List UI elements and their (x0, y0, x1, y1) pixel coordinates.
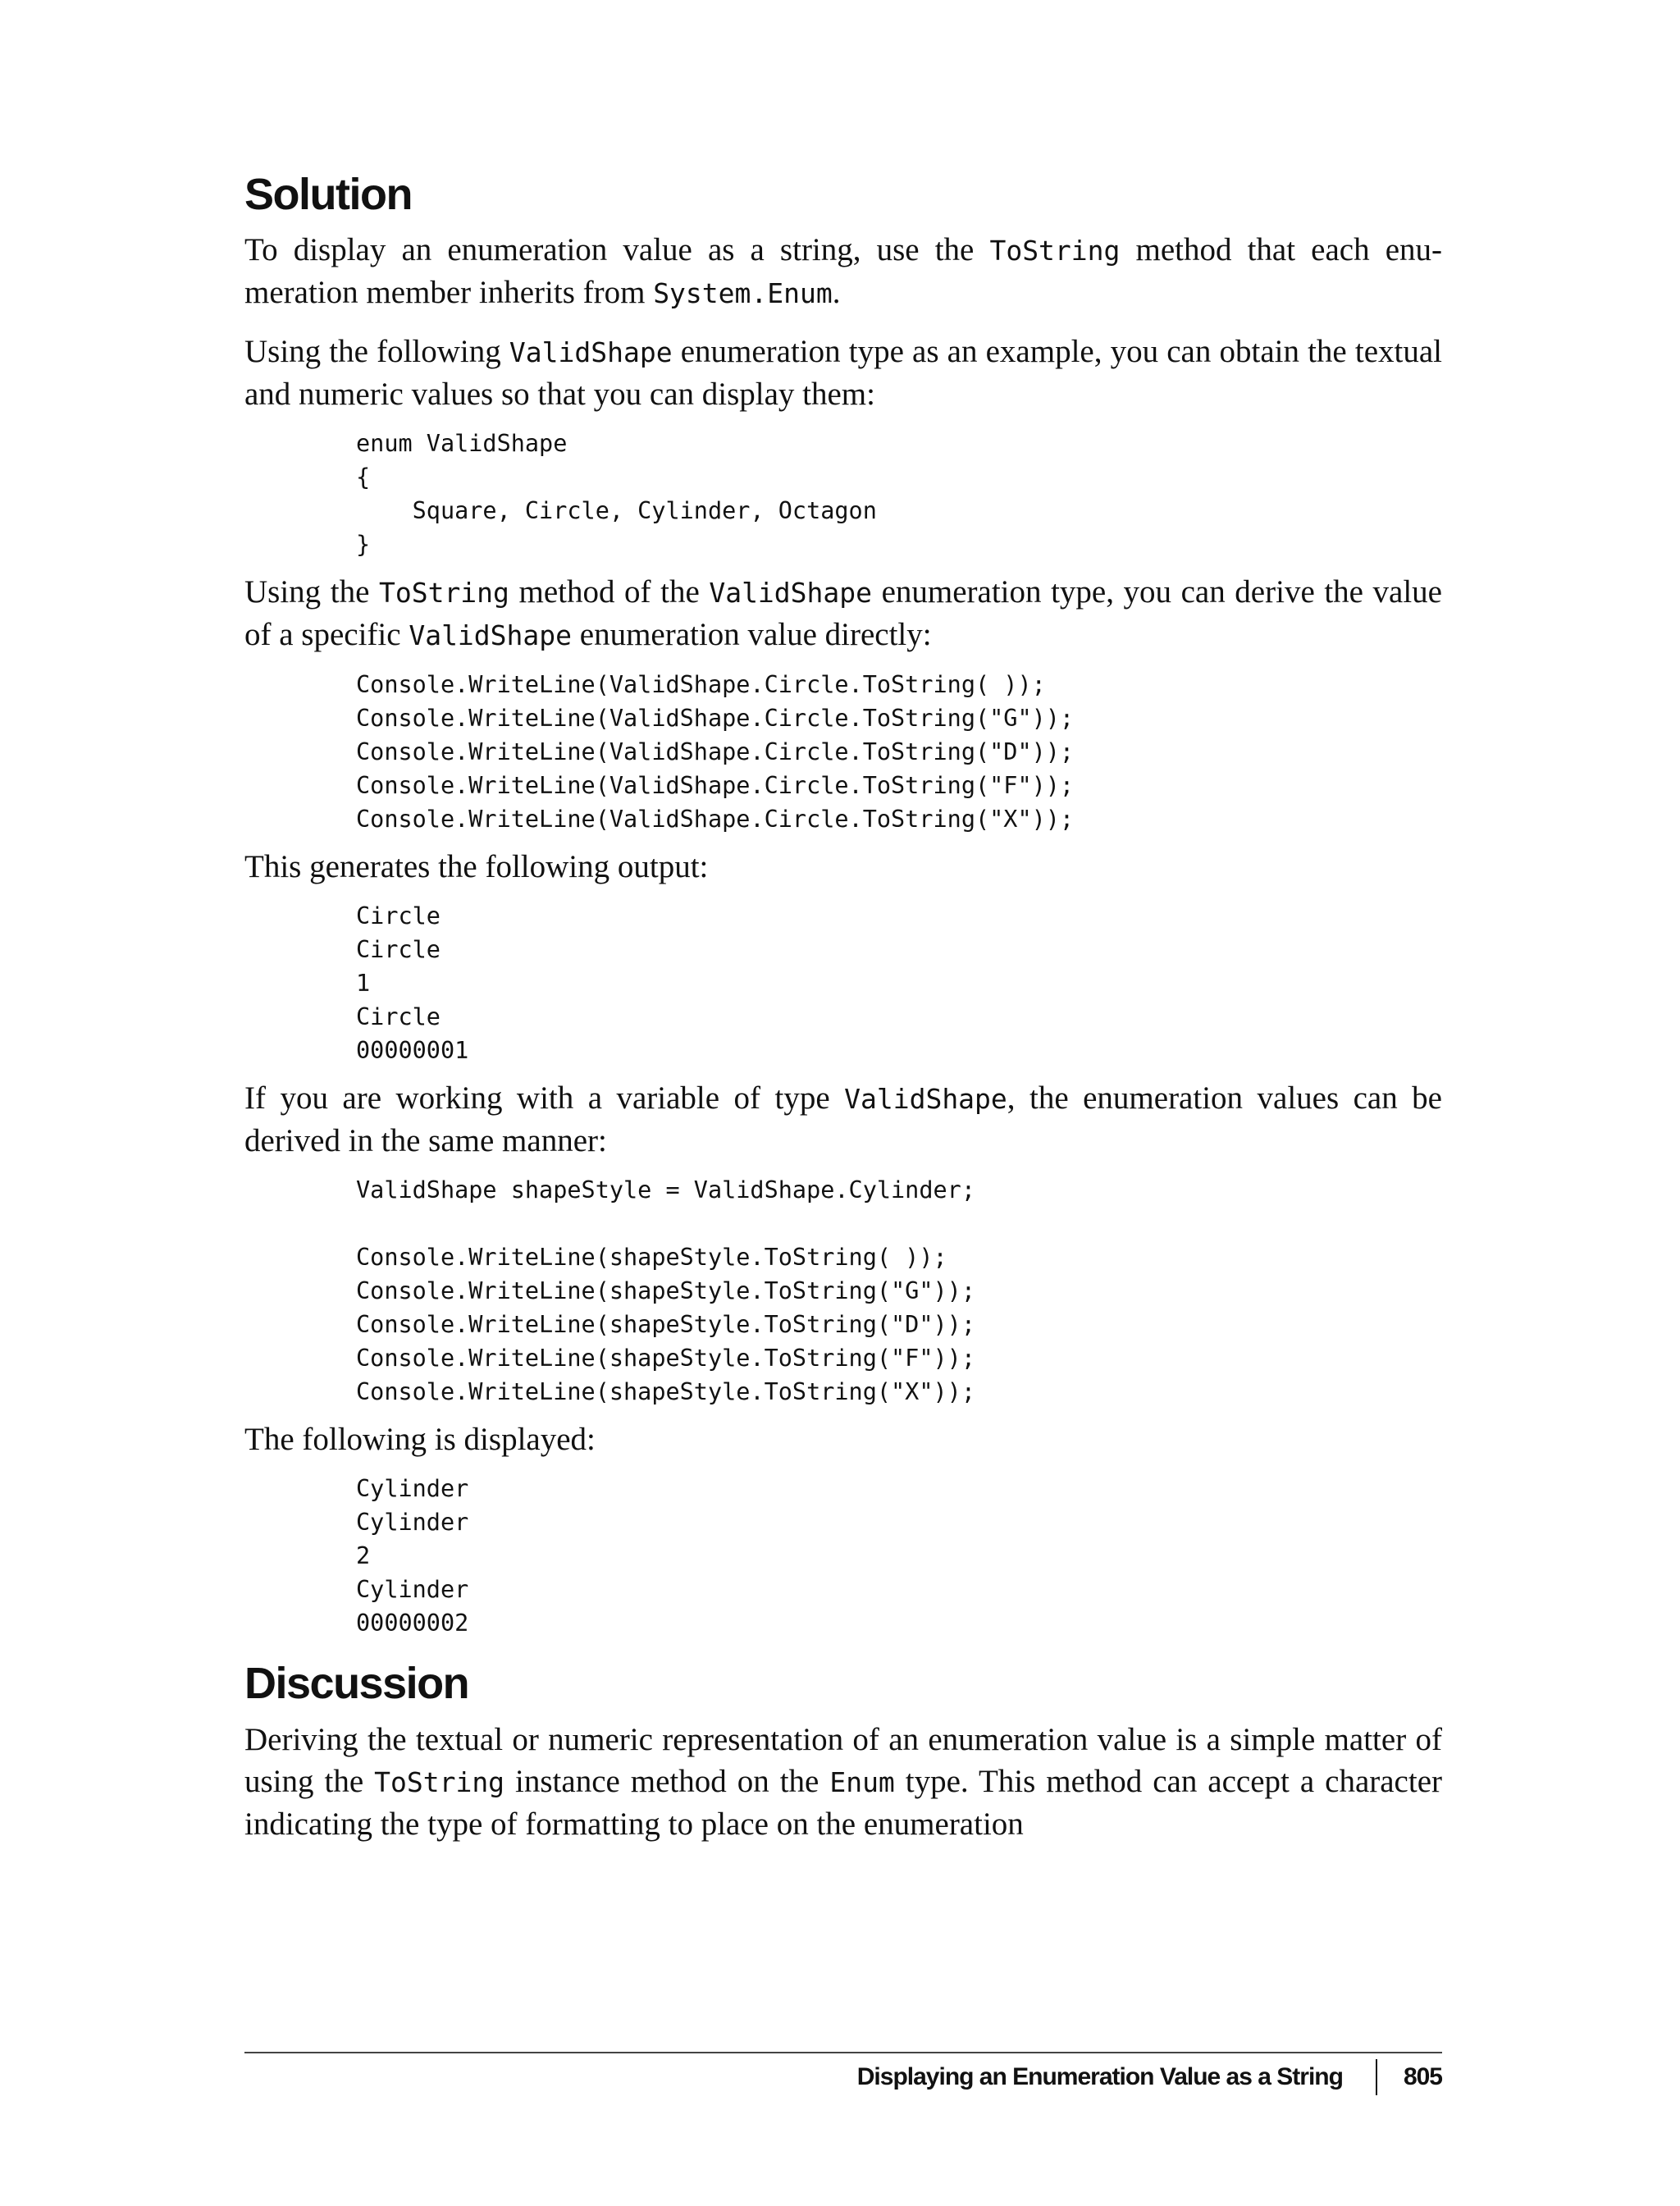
code-line: Console.WriteLine(shapeStyle.ToString("F")); (356, 1345, 975, 1372)
code-line: enum ValidShape (356, 430, 568, 458)
discussion-heading: Discussion (244, 1659, 469, 1709)
solution-paragraph-3 (244, 571, 1442, 656)
text: instance method on the (504, 1763, 830, 1799)
book-page (244, 0, 1442, 1845)
inline-code: ValidShape (409, 619, 573, 652)
inline-code: Enum (829, 1765, 895, 1798)
code-line: 00000001 (356, 1037, 469, 1065)
text: Using the following (244, 334, 509, 370)
solution-heading: Solution (244, 170, 412, 219)
code-block-output-1 (244, 899, 1442, 1067)
inline-code: System.Enum (653, 277, 833, 310)
code-line: Cylinder (356, 1475, 469, 1503)
solution-paragraph-4: This generates the following output: (244, 849, 709, 885)
page-number: 805 (1403, 2063, 1442, 2090)
code-line: Cylinder (356, 1509, 469, 1537)
inline-code: ValidShape (844, 1083, 1007, 1116)
code-line: Console.WriteLine(ValidShape.Circle.ToString("G")); (356, 705, 1075, 733)
code-block-variable (244, 1173, 1442, 1409)
code-line: Console.WriteLine(ValidShape.Circle.ToString("D")); (356, 738, 1075, 766)
code-line: { (356, 464, 371, 491)
text: . (832, 275, 841, 311)
text: enumeration type, you can derive the value of a specific (244, 574, 1442, 653)
solution-paragraph-5 (244, 1077, 1442, 1162)
code-line: Square, Circle, Cylinder, Octagon (356, 497, 877, 525)
code-line: ValidShape shapeStyle = ValidShape.Cylinder; (356, 1176, 975, 1204)
code-line: Console.WriteLine(shapeStyle.ToString("X")); (356, 1378, 975, 1406)
footer-separator (1376, 2059, 1377, 2095)
code-block-tostring-calls (244, 668, 1442, 836)
inline-code: ToString (989, 235, 1121, 267)
code-block-output-2 (244, 1472, 1442, 1640)
code-line: Circle (356, 1003, 441, 1031)
running-title: Displaying an Enumeration Value as a String (856, 2063, 1343, 2090)
code-line: Console.WriteLine(ValidShape.Circle.ToString( )); (356, 671, 1046, 699)
code-line: Cylinder (356, 1576, 469, 1604)
code-line: 00000002 (356, 1610, 469, 1637)
inline-code: ToString (374, 1765, 505, 1798)
solution-paragraph-6: The following is displayed: (244, 1422, 596, 1458)
inline-code: ToString (378, 577, 509, 610)
code-line (356, 1207, 1442, 1240)
text: method of the (509, 574, 710, 610)
solution-paragraph-2 (244, 331, 1442, 415)
text: Using the (244, 574, 379, 610)
code-block-enum (244, 427, 1442, 561)
code-line: Console.WriteLine(ValidShape.Circle.ToString("F")); (356, 772, 1075, 800)
inline-code: ValidShape (509, 336, 673, 369)
text: To display an enumeration value as a string, use the (244, 232, 990, 268)
code-line: Circle (356, 936, 441, 964)
code-line: } (356, 531, 371, 559)
code-line: 2 (356, 1542, 371, 1570)
text: type. This method can accept a character indicating the type of formatting to place on the enumeration (244, 1763, 1442, 1842)
code-line: Console.WriteLine(ValidShape.Circle.ToString("X")); (356, 806, 1075, 834)
text: If you are working with a variable of type (244, 1080, 845, 1117)
text: , the enumeration values can be derived in the same manner: (244, 1080, 1442, 1159)
code-line: Console.WriteLine(shapeStyle.ToString("D")); (356, 1311, 975, 1339)
page-footer (857, 2059, 1442, 2095)
code-line: Circle (356, 902, 441, 930)
code-line: Console.WriteLine(shapeStyle.ToString( )); (356, 1244, 947, 1272)
solution-paragraph-1 (244, 229, 1442, 314)
text: Deriving the textual or numeric representation of an enumeration value is a simple matter of using the (244, 1721, 1442, 1799)
inline-code: ValidShape (709, 577, 873, 610)
code-line: Console.WriteLine(shapeStyle.ToString("G")); (356, 1277, 975, 1305)
code-line: 1 (356, 970, 371, 998)
text: method that each enu-meration member inherits from (244, 232, 1442, 311)
text: enumeration type as an example, you can obtain the textual and numeric values so that you can display them: (244, 334, 1443, 413)
discussion-paragraph-1 (244, 1719, 1442, 1845)
footer-divider (244, 2052, 1442, 2053)
text: enumeration value directly: (572, 617, 932, 653)
